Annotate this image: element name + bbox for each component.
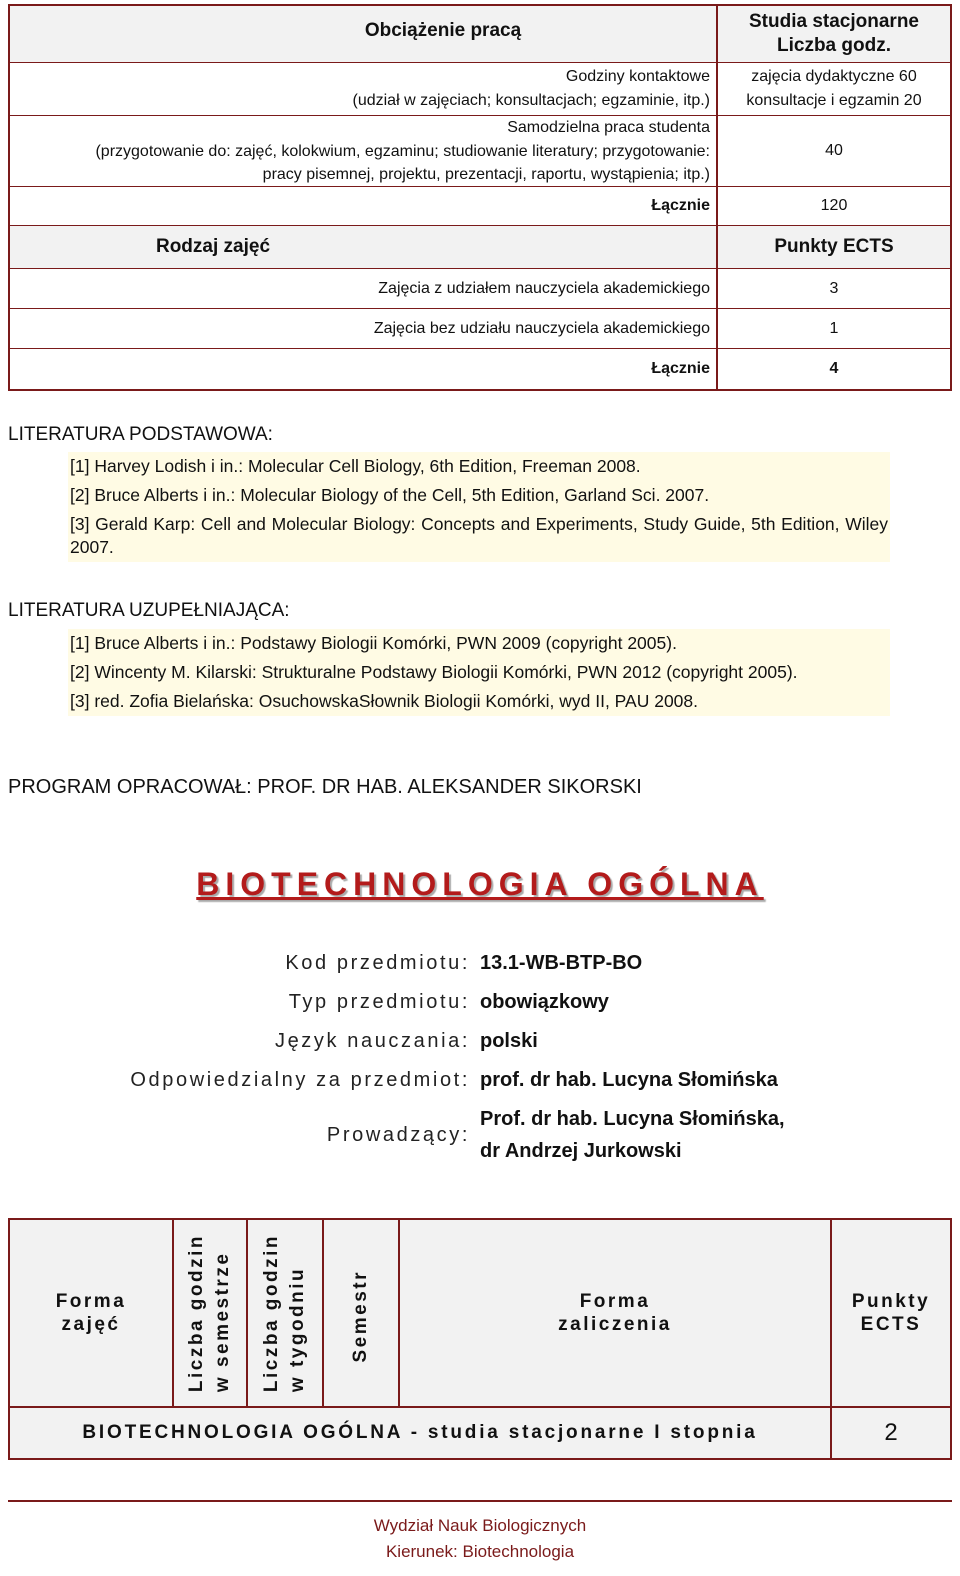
class-type-label: Rodzaj zajęć (155, 236, 271, 257)
contact-hours-desc: (udział w zajęciach; konsultacjach; egzaminie, itp.) (352, 92, 710, 109)
ects-with-teacher-row (10, 269, 950, 309)
hours-sum-row (10, 187, 950, 226)
hours-count-label: Liczba godz. (777, 35, 891, 56)
extra-literature-heading: LITERATURA UZUPEŁNIAJĄCA: (8, 600, 290, 621)
extra-literature-list (68, 629, 890, 716)
col-hours-week-label: Liczba godzin w tygodniu (261, 1233, 308, 1392)
list-item: [3] Gerald Karp: Cell and Molecular Biology: Concepts and Experiments, Study Guide, 5th Edition, Wiley 2007. (70, 514, 888, 557)
col-hours-semester (174, 1220, 248, 1406)
col-hours-semester-label: Liczba godzin w semestrze (186, 1233, 233, 1392)
workload-header-label: Obciążenie pracą (10, 6, 718, 62)
self-study-row (10, 116, 950, 187)
list-item: [2] Bruce Alberts i in.: Molecular Biology of the Cell, 5th Edition, Garland Sci. 2007. (70, 485, 710, 505)
basic-literature-list (68, 452, 890, 562)
with-teacher-label: Zajęcia z udziałem nauczyciela akademickiego (10, 269, 718, 308)
col-assessment-form (400, 1220, 832, 1406)
hours-sum-label: Łącznie (10, 187, 718, 225)
with-teacher-value: 3 (829, 280, 839, 297)
without-teacher-value: 1 (829, 320, 839, 337)
col-ects (832, 1220, 950, 1406)
col-semester (324, 1220, 400, 1406)
course-lecturer-1: Prof. dr hab. Lucyna Słomińska, (480, 1108, 785, 1130)
ects-sum-row (10, 349, 950, 389)
course-responsible-label: Odpowiedzialny za przedmiot: (130, 1069, 470, 1091)
class-form-table-header (10, 1220, 950, 1408)
table-footer-title: BIOTECHNOLOGIA OGÓLNA - studia stacjonarne I stopnia (10, 1408, 832, 1458)
ects-header-label: Punkty ECTS (774, 236, 894, 257)
ects-header-row (10, 226, 950, 269)
course-type-value: obowiązkowy (480, 991, 609, 1013)
page-number: 2 (884, 1419, 898, 1446)
self-study-desc-1: (przygotowanie do: zajęć, kolokwium, egzaminu; studiowanie literatury; przygotowanie: (95, 142, 710, 160)
class-form-table-footer (10, 1408, 950, 1458)
course-type-label: Typ przedmiotu: (288, 991, 470, 1013)
list-item: [3] red. Zofia Bielańska: OsuchowskaSłownik Biologii Komórki, wyd II, PAU 2008. (70, 691, 699, 711)
course-code-value: 13.1-WB-BTP-BO (480, 952, 643, 974)
consultation-hours-value: konsultacje i egzamin 20 (746, 92, 922, 109)
class-form-table (8, 1218, 952, 1460)
col-semester-label: Semestr (350, 1269, 371, 1362)
course-code-label: Kod przedmiotu: (285, 952, 470, 974)
course-title: BIOTECHNOLOGIA OGÓLNA (196, 866, 764, 902)
col-class-form (10, 1220, 174, 1406)
course-language-label: Język nauczania: (274, 1030, 470, 1052)
ects-sum-label: Łącznie (10, 349, 718, 389)
course-lecturers-label: Prowadzący: (326, 1124, 470, 1146)
workload-table (8, 4, 952, 391)
footer-field: Kierunek: Biotechnologia (385, 1542, 575, 1561)
course-language-value: polski (480, 1030, 538, 1052)
self-study-value: 40 (825, 142, 843, 159)
list-item: [2] Wincenty M. Kilarski: Strukturalne Podstawy Biologii Komórki, PWN 2012 (copyright 2005). (70, 662, 798, 682)
ects-sum-value: 4 (829, 360, 839, 377)
self-study-desc-2: pracy pisemnej, projektu, prezentacji, raportu, wystąpienia; itp.) (262, 166, 710, 183)
workload-header-mode (718, 6, 950, 62)
study-mode-label: Studia stacjonarne (749, 11, 919, 32)
self-study-label: Samodzielna praca studenta (507, 119, 710, 136)
footer-faculty: Wydział Nauk Biologicznych (373, 1516, 587, 1535)
col-hours-week (248, 1220, 324, 1406)
program-author: PROGRAM OPRACOWAŁ: PROF. DR HAB. ALEKSANDER SIKORSKI (8, 776, 642, 798)
footer-divider (8, 1500, 952, 1502)
course-responsible-value: prof. dr hab. Lucyna Słomińska (480, 1069, 778, 1091)
ects-without-teacher-row (10, 309, 950, 349)
course-lecturer-2: dr Andrzej Jurkowski (480, 1140, 682, 1162)
didactic-hours-value: zajęcia dydaktyczne 60 (751, 68, 917, 85)
hours-sum-value: 120 (820, 197, 848, 214)
col-class-form-label: Forma zajęć (55, 1291, 127, 1335)
contact-hours-row (10, 63, 950, 116)
workload-header-row (10, 6, 950, 63)
contact-hours-label: Godziny kontaktowe (565, 68, 710, 85)
col-assessment-form-label: Forma zaliczenia (558, 1291, 672, 1335)
col-ects-label: Punkty ECTS (851, 1291, 931, 1335)
without-teacher-label: Zajęcia bez udziału nauczyciela akademickiego (10, 309, 718, 348)
list-item: [1] Bruce Alberts i in.: Podstawy Biologii Komórki, PWN 2009 (copyright 2005). (70, 633, 677, 653)
basic-literature-heading: LITERATURA PODSTAWOWA: (8, 424, 273, 445)
list-item: [1] Harvey Lodish i in.: Molecular Cell Biology, 6th Edition, Freeman 2008. (70, 456, 641, 476)
